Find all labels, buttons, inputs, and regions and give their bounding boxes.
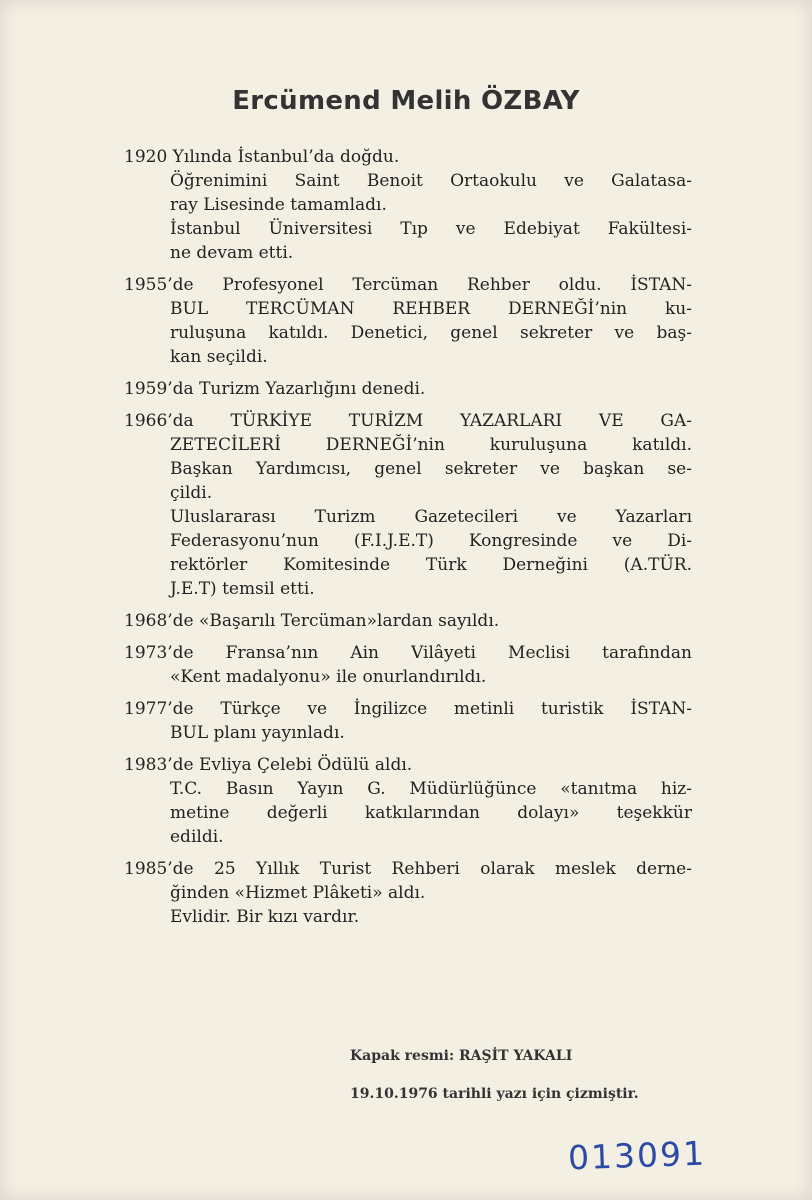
drawing-note: 19.10.1976 tarihli yazı için çizmiştir. <box>350 1086 639 1102</box>
entry-line: BUL planı yayınladı. <box>170 723 345 743</box>
entry-line: 1968’de «Başarılı Tercüman»lardan sayıldı. <box>124 611 500 631</box>
entry-line: 1977’de Türkçe ve İngilizce metinli turistik İSTAN- <box>124 699 692 719</box>
entry-1968 <box>124 609 692 633</box>
entry-1977 <box>124 697 692 745</box>
entry-line: «Kent madalyonu» ile onurlandırıldı. <box>170 667 487 687</box>
entry-1985 <box>124 857 692 929</box>
entry-1983 <box>124 753 692 849</box>
entry-line: 1985’de 25 Yıllık Turist Rehberi olarak meslek derne- <box>124 859 692 879</box>
entry-line: 1983’de Evliya Çelebi Ödülü aldı. <box>124 755 413 775</box>
entry-1966 <box>124 409 692 601</box>
entry-1955 <box>124 273 692 369</box>
entry-line: edildi. <box>170 827 224 847</box>
entry-line: BUL TERCÜMAN REHBER DERNEĞİ’nin ku- <box>170 299 692 319</box>
entry-line: Uluslararası Turizm Gazetecileri ve Yazarları <box>170 507 692 527</box>
entry-line: ğinden «Hizmet Plâketi» aldı. <box>170 883 426 903</box>
entry-line: 1959’da Turizm Yazarlığını denedi. <box>124 379 426 399</box>
biography-content <box>124 145 692 937</box>
entry-line: Öğrenimini Saint Benoit Ortaokulu ve Galatasa- <box>170 171 692 191</box>
entry-1959 <box>124 377 692 401</box>
entry-line: ruluşuna katıldı. Denetici, genel sekreter ve baş- <box>170 323 692 343</box>
entry-line: 1920 Yılında İstanbul’da doğdu. <box>124 147 400 167</box>
entry-line: J.E.T) temsil etti. <box>170 579 315 599</box>
inventory-stamp-number: 013091 <box>567 1133 707 1178</box>
entry-line: Evlidir. Bir kızı vardır. <box>170 907 360 927</box>
entry-line: rektörler Komitesinde Türk Derneğini (A.TÜR. <box>170 555 692 575</box>
entry-1920 <box>124 145 692 265</box>
entry-line: Federasyonu’nun (F.I.J.E.T) Kongresinde ve Di- <box>170 531 692 551</box>
entry-line: 1966’da TÜRKİYE TURİZM YAZARLARI VE GA- <box>124 411 692 431</box>
entry-line: T.C. Basın Yayın G. Müdürlüğünce «tanıtma hiz- <box>170 779 692 799</box>
entry-line: ne devam etti. <box>170 243 294 263</box>
entry-line: 1955’de Profesyonel Tercüman Rehber oldu. İSTAN- <box>124 275 692 295</box>
entry-line: 1973’de Fransa’nın Ain Vilâyeti Meclisi tarafından <box>124 643 692 663</box>
entry-line: metine değerli katkılarından dolayı» teşekkür <box>170 803 692 823</box>
entry-line: İstanbul Üniversitesi Tıp ve Edebiyat Fakültesi- <box>170 219 692 239</box>
entry-line: ray Lisesinde tamamladı. <box>170 195 387 215</box>
entry-line: ZETECİLERİ DERNEĞİ’nin kuruluşuna katıldı. <box>170 435 692 455</box>
cover-art-credit: Kapak resmi: RAŞİT YAKALI <box>350 1048 573 1064</box>
entry-1973 <box>124 641 692 689</box>
entry-line: Başkan Yardımcısı, genel sekreter ve başkan se- <box>170 459 692 479</box>
entry-line: çildi. <box>170 483 213 503</box>
entry-line: kan seçildi. <box>170 347 268 367</box>
page-title: Ercümend Melih ÖZBAY <box>232 86 580 116</box>
